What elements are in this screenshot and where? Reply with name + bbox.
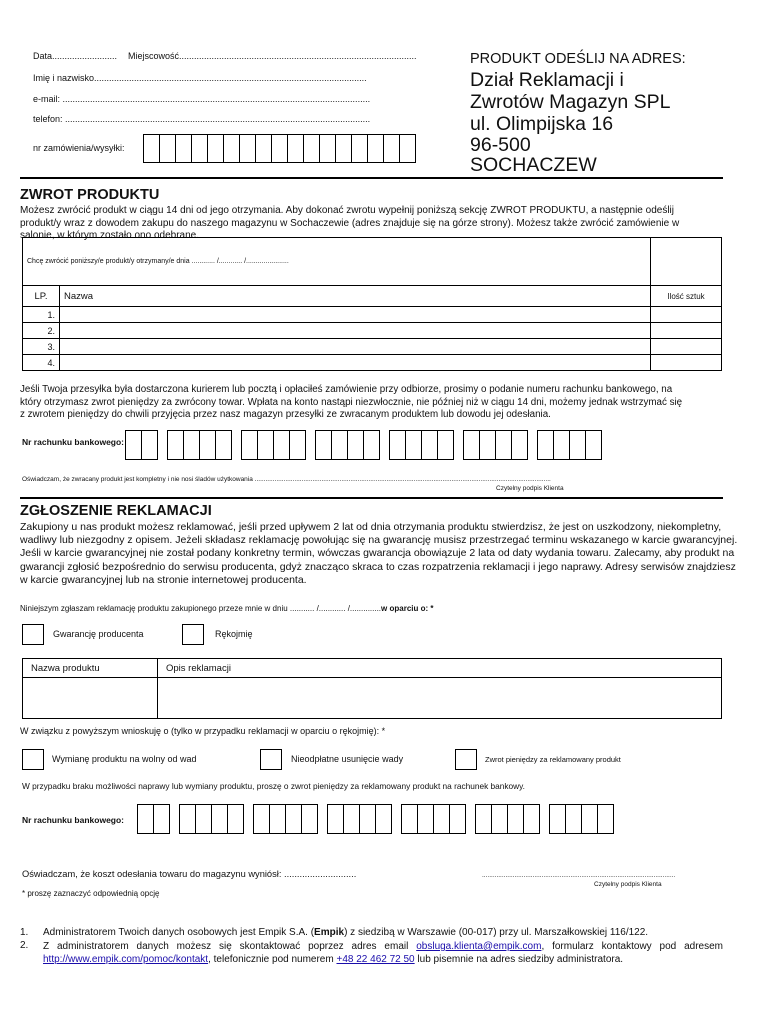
col-qty: Ilość sztuk: [651, 286, 722, 307]
place-field[interactable]: Miejscowość...............................................................................................: [128, 51, 417, 61]
privacy-note-2: Z administratorem danych możesz się skontaktować poprzez adres email obsluga.klienta@empik.com, formularz kontaktowy pod adresem http://www.empik.com/pomoc/kontakt, telefonicznie pod numerem +48 22 462 72 50 lub pisemnie na adres siedziby administratora.: [43, 941, 723, 965]
return-intro-line: salonie, w którym zostało ono odebrane.: [20, 230, 199, 242]
complaint-bank-account-label: Nr rachunku bankowego:: [22, 815, 125, 825]
warranty-label: Gwarancję producenta: [53, 629, 144, 639]
table-row[interactable]: 1.: [23, 307, 722, 323]
table-row[interactable]: [23, 678, 722, 719]
bank-account-boxes[interactable]: [125, 430, 611, 460]
date-field[interactable]: Data..........................: [33, 51, 118, 61]
return-intro-line: produkt/y wraz z dowodem zakupu do naszego magazynu w Sochaczewie (adres znajduje się na górze strony). Możesz także zwrócić zamówienie w: [20, 217, 680, 229]
bank-account-label: Nr rachunku bankowego:: [22, 437, 125, 447]
repair-checkbox[interactable]: [260, 749, 282, 770]
shipping-cost-declaration[interactable]: Oświadczam, że koszt odesłania towaru do magazynu wyniósł: ............................: [22, 869, 357, 879]
complaint-intro-line: Jeśli w karcie gwarancyjnej nie został podany konkretny termin, wówczas gwarancja obowiązuje 2 lata od daty wydania towaru. Zalecamy, aby produkt na: [20, 547, 735, 560]
address-line-5: SOCHACZEW: [470, 154, 597, 176]
order-number-boxes[interactable]: [143, 134, 415, 163]
email-link[interactable]: obsluga.klienta@empik.com: [416, 941, 542, 952]
col-name: Nazwa: [60, 286, 651, 307]
complaint-intro-line: wadliwy lub niezgodny z opisem. Jeżeli składasz reklamację powołując się na gwarancję musisz przestrzegać terminu wskazanego w karcie gwarancyjnej.: [20, 534, 738, 547]
complaint-intro-line: w karcie gwarancyjnej lub na stronie internetowej producenta.: [20, 573, 307, 586]
email-field[interactable]: e-mail: ...........................................................................................................................: [33, 94, 371, 104]
return-section-title: ZWROT PRODUKTU: [20, 187, 160, 203]
name-field[interactable]: Imię i nazwisko.............................................................................................................: [33, 73, 367, 83]
return-declaration: Oświadczam, że zwracany produkt jest kompletny i nie nosi śladów użytkowania ....................................................................................................................................................................: [22, 476, 551, 483]
complaint-section-title: ZGŁOSZENIE REKLAMACJI: [20, 503, 212, 519]
address-line-4: 96-500: [470, 134, 531, 156]
complaint-intro-line: gwarancji zgłosić bezpośrednio do serwisu producenta, gdyż znacząco skraca to czas rozpatrzenia reklamacji i jego naprawy. Adresy serwisów znajdziesz: [20, 560, 736, 573]
bank-info-line: z zwrotem pieniędzy do chwili przyjęcia przez nasz magazyn przesyłki ze zwracanym produktem lub dowodu jej odesłania.: [20, 409, 551, 421]
bank-info-line: który otrzymasz zwrot pieniędzy za zwrócony towar. Wpłata na konto nastąpi niezwłocznie, nie później niż w ciągu 14 dni, możemy jednak wstrzymać się: [20, 396, 683, 408]
refund-label: Zwrot pieniędzy za reklamowany produkt: [485, 755, 621, 764]
refund-checkbox[interactable]: [455, 749, 477, 770]
complaint-table: [22, 658, 722, 719]
complaint-signature-line[interactable]: ...........................................................................................................: [482, 872, 676, 879]
replace-checkbox[interactable]: [22, 749, 44, 770]
address-line-2: Zwrotów Magazyn SPL: [470, 91, 671, 113]
complaint-signature-label: Czytelny podpis Klienta: [594, 881, 662, 888]
phone-link[interactable]: +48 22 462 72 50: [336, 954, 415, 965]
statutory-warranty-checkbox[interactable]: [182, 624, 204, 645]
address-heading: PRODUKT ODEŚLIJ NA ADRES:: [470, 51, 686, 67]
note-number: 2.: [20, 940, 29, 951]
table-row[interactable]: 3.: [23, 339, 722, 355]
refund-fallback-text: W przypadku braku możliwości naprawy lub wymiany produktu, proszę o zwrot pieniędzy za reklamowany produkt na rachunek bankowy.: [22, 781, 525, 791]
table-row[interactable]: 2.: [23, 323, 722, 339]
contact-url-link[interactable]: http://www.empik.com/pomoc/kontakt: [43, 954, 209, 965]
return-intro-line: Możesz zwrócić produkt w ciągu 14 dni od jego otrzymania. Aby dokonać zwrotu wypełnij poniższą sekcję ZWROT PRODUKTU, a następnie odeślij: [20, 205, 674, 216]
col-lp: LP.: [23, 286, 60, 307]
address-line-3: ul. Olimpijska 16: [470, 113, 614, 135]
return-table-caption: Chcę zwrócić poniższy/e produkt/y otrzymany/e dnia ............ /............ /......................: [23, 238, 651, 286]
footnote: * proszę zaznaczyć odpowiednią opcję: [22, 889, 160, 898]
complaint-intro-line: Zakupiony u nas produkt możesz reklamować, jeśli przed upływem 2 lat od dnia otrzymania produktu stwierdzisz, że jest on uszkodzony, niekompletny,: [20, 521, 722, 533]
order-number-label: nr zamówienia/wysyłki:: [33, 143, 125, 153]
privacy-note-1: Administratorem Twoich danych osobowych jest Empik S.A. (Empik) z siedzibą w Warszawie (00-017) przy ul. Marszałkowskiej 116/122.: [43, 927, 649, 938]
complaint-bank-account-boxes[interactable]: [137, 804, 623, 834]
complaint-declaration: Niniejszym zgłaszam reklamację produktu zakupionego przeze mnie w dniu ........... /............ /..............w oparciu o: *: [20, 604, 434, 613]
col-product-name: Nazwa produktu: [23, 659, 158, 678]
return-signature-label: Czytelny podpis Klienta: [496, 485, 564, 492]
statutory-warranty-label: Rękojmię: [215, 629, 253, 639]
note-number: 1.: [20, 927, 29, 938]
warranty-checkbox[interactable]: [22, 624, 44, 645]
address-line-1: Dział Reklamacji i: [470, 69, 624, 91]
phone-field[interactable]: telefon: ..........................................................................................................................: [33, 114, 371, 124]
section-divider: [20, 177, 723, 179]
repair-label: Nieodpłatne usunięcie wady: [291, 754, 404, 764]
col-complaint-description: Opis reklamacji: [158, 659, 722, 678]
request-label: W związku z powyższym wnioskuję o (tylko w przypadku reklamacji w oparciu o rękojmię): *: [20, 726, 386, 736]
return-products-table: [22, 237, 722, 371]
bank-info-line: Jeśli Twoja przesyłka była dostarczona kurierem lub pocztą i opłaciłeś zamówienie przy odbiorze, prosimy o podanie numeru rachunku bankowego, na: [20, 384, 673, 395]
complaint-intro: [20, 521, 740, 587]
bank-info-text: [20, 384, 730, 422]
section-divider: [20, 497, 723, 499]
table-row[interactable]: 4.: [23, 355, 722, 371]
replace-label: Wymianę produktu na wolny od wad: [52, 754, 197, 764]
